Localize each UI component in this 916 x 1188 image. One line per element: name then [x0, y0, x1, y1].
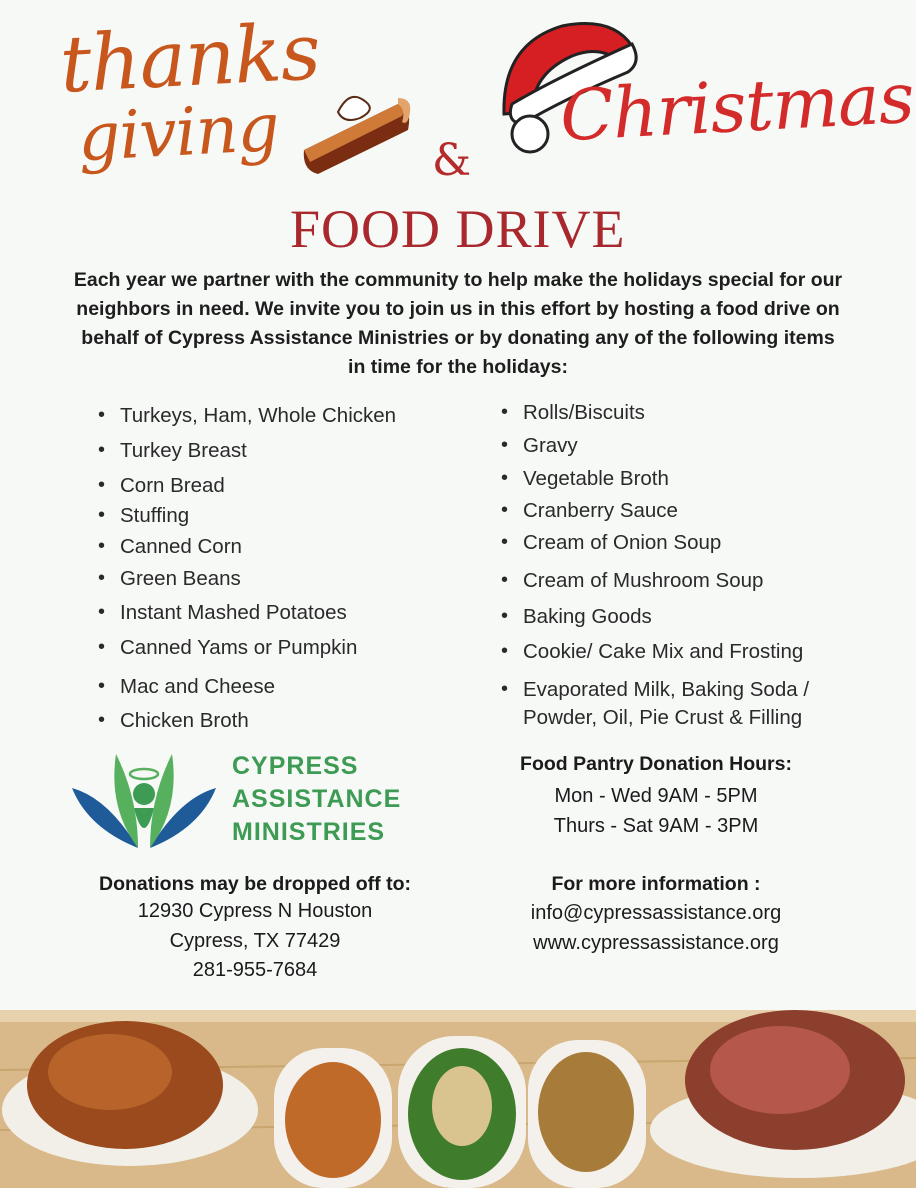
food-drive-title: FOOD DRIVE	[290, 199, 626, 259]
list-item: • Gravy	[523, 434, 578, 458]
hours-line-1: Mon - Wed 9AM - 5PM	[554, 785, 758, 807]
list-item: • Corn Bread	[120, 474, 225, 498]
dropoff-city: Cypress, TX 77429	[169, 929, 341, 952]
ampersand: &	[432, 135, 472, 186]
list-item: • Rolls/Biscuits	[523, 401, 645, 425]
list-item: • Chicken Broth	[120, 709, 249, 733]
list-item-continuation: Powder, Oil, Pie Crust & Filling	[523, 706, 803, 729]
donation-hours	[478, 752, 834, 841]
hours-line-2: Thurs - Sat 9AM - 3PM	[553, 815, 759, 837]
info-email[interactable]: info@cypressassistance.org	[530, 902, 782, 924]
more-info-title: For more information :	[551, 873, 761, 895]
list-item: • Mac and Cheese	[120, 675, 275, 699]
ministry-logo-icon	[68, 748, 220, 850]
info-website[interactable]: www.cypressassistance.org	[533, 932, 779, 954]
pie-slice-illustration	[298, 82, 418, 177]
ministry-name-line2: ASSISTANCE	[232, 785, 402, 813]
list-item: • Canned Corn	[120, 535, 242, 559]
list-item: • Cookie/ Cake Mix and Frosting	[523, 640, 803, 664]
dropoff-info	[60, 872, 450, 986]
ministry-name	[232, 750, 401, 849]
holiday-food-photo	[0, 1010, 916, 1188]
ministry-name-line1: CYPRESS	[232, 752, 359, 780]
thanksgiving-title-thanks: thanks	[57, 7, 322, 111]
list-item: • Turkeys, Ham, Whole Chicken	[120, 404, 396, 428]
christmas-title: Christmas	[558, 56, 916, 158]
list-item: • Instant Mashed Potatoes	[120, 601, 347, 625]
list-item: • Canned Yams or Pumpkin	[120, 636, 357, 660]
hours-title: Food Pantry Donation Hours:	[520, 753, 792, 775]
dropoff-phone: 281-955-7684	[192, 959, 318, 981]
list-item: • Evaporated Milk, Baking Soda /	[523, 678, 809, 702]
list-item: • Green Beans	[120, 567, 241, 591]
more-info	[478, 872, 834, 958]
dropoff-street: 12930 Cypress N Houston	[137, 900, 373, 922]
intro-paragraph: Each year we partner with the community to help make the holidays special for our neighbors in need. We invite you to join us in this effort by hosting a food drive on behalf of Cypress Assistance Ministries or by donating any of the following items in time for the holidays:	[73, 269, 843, 378]
dropoff-title: Donations may be dropped off to:	[99, 873, 411, 895]
list-item: • Vegetable Broth	[523, 467, 669, 491]
list-item: • Cream of Mushroom Soup	[523, 569, 763, 593]
list-item: • Baking Goods	[523, 605, 652, 629]
list-item: • Stuffing	[120, 504, 189, 528]
ministry-name-line3: MINISTRIES	[232, 818, 386, 846]
list-item: • Cream of Onion Soup	[523, 531, 721, 555]
thanksgiving-title-giving: giving	[76, 88, 281, 177]
list-item: • Turkey Breast	[120, 439, 247, 463]
list-item: • Cranberry Sauce	[523, 499, 678, 523]
